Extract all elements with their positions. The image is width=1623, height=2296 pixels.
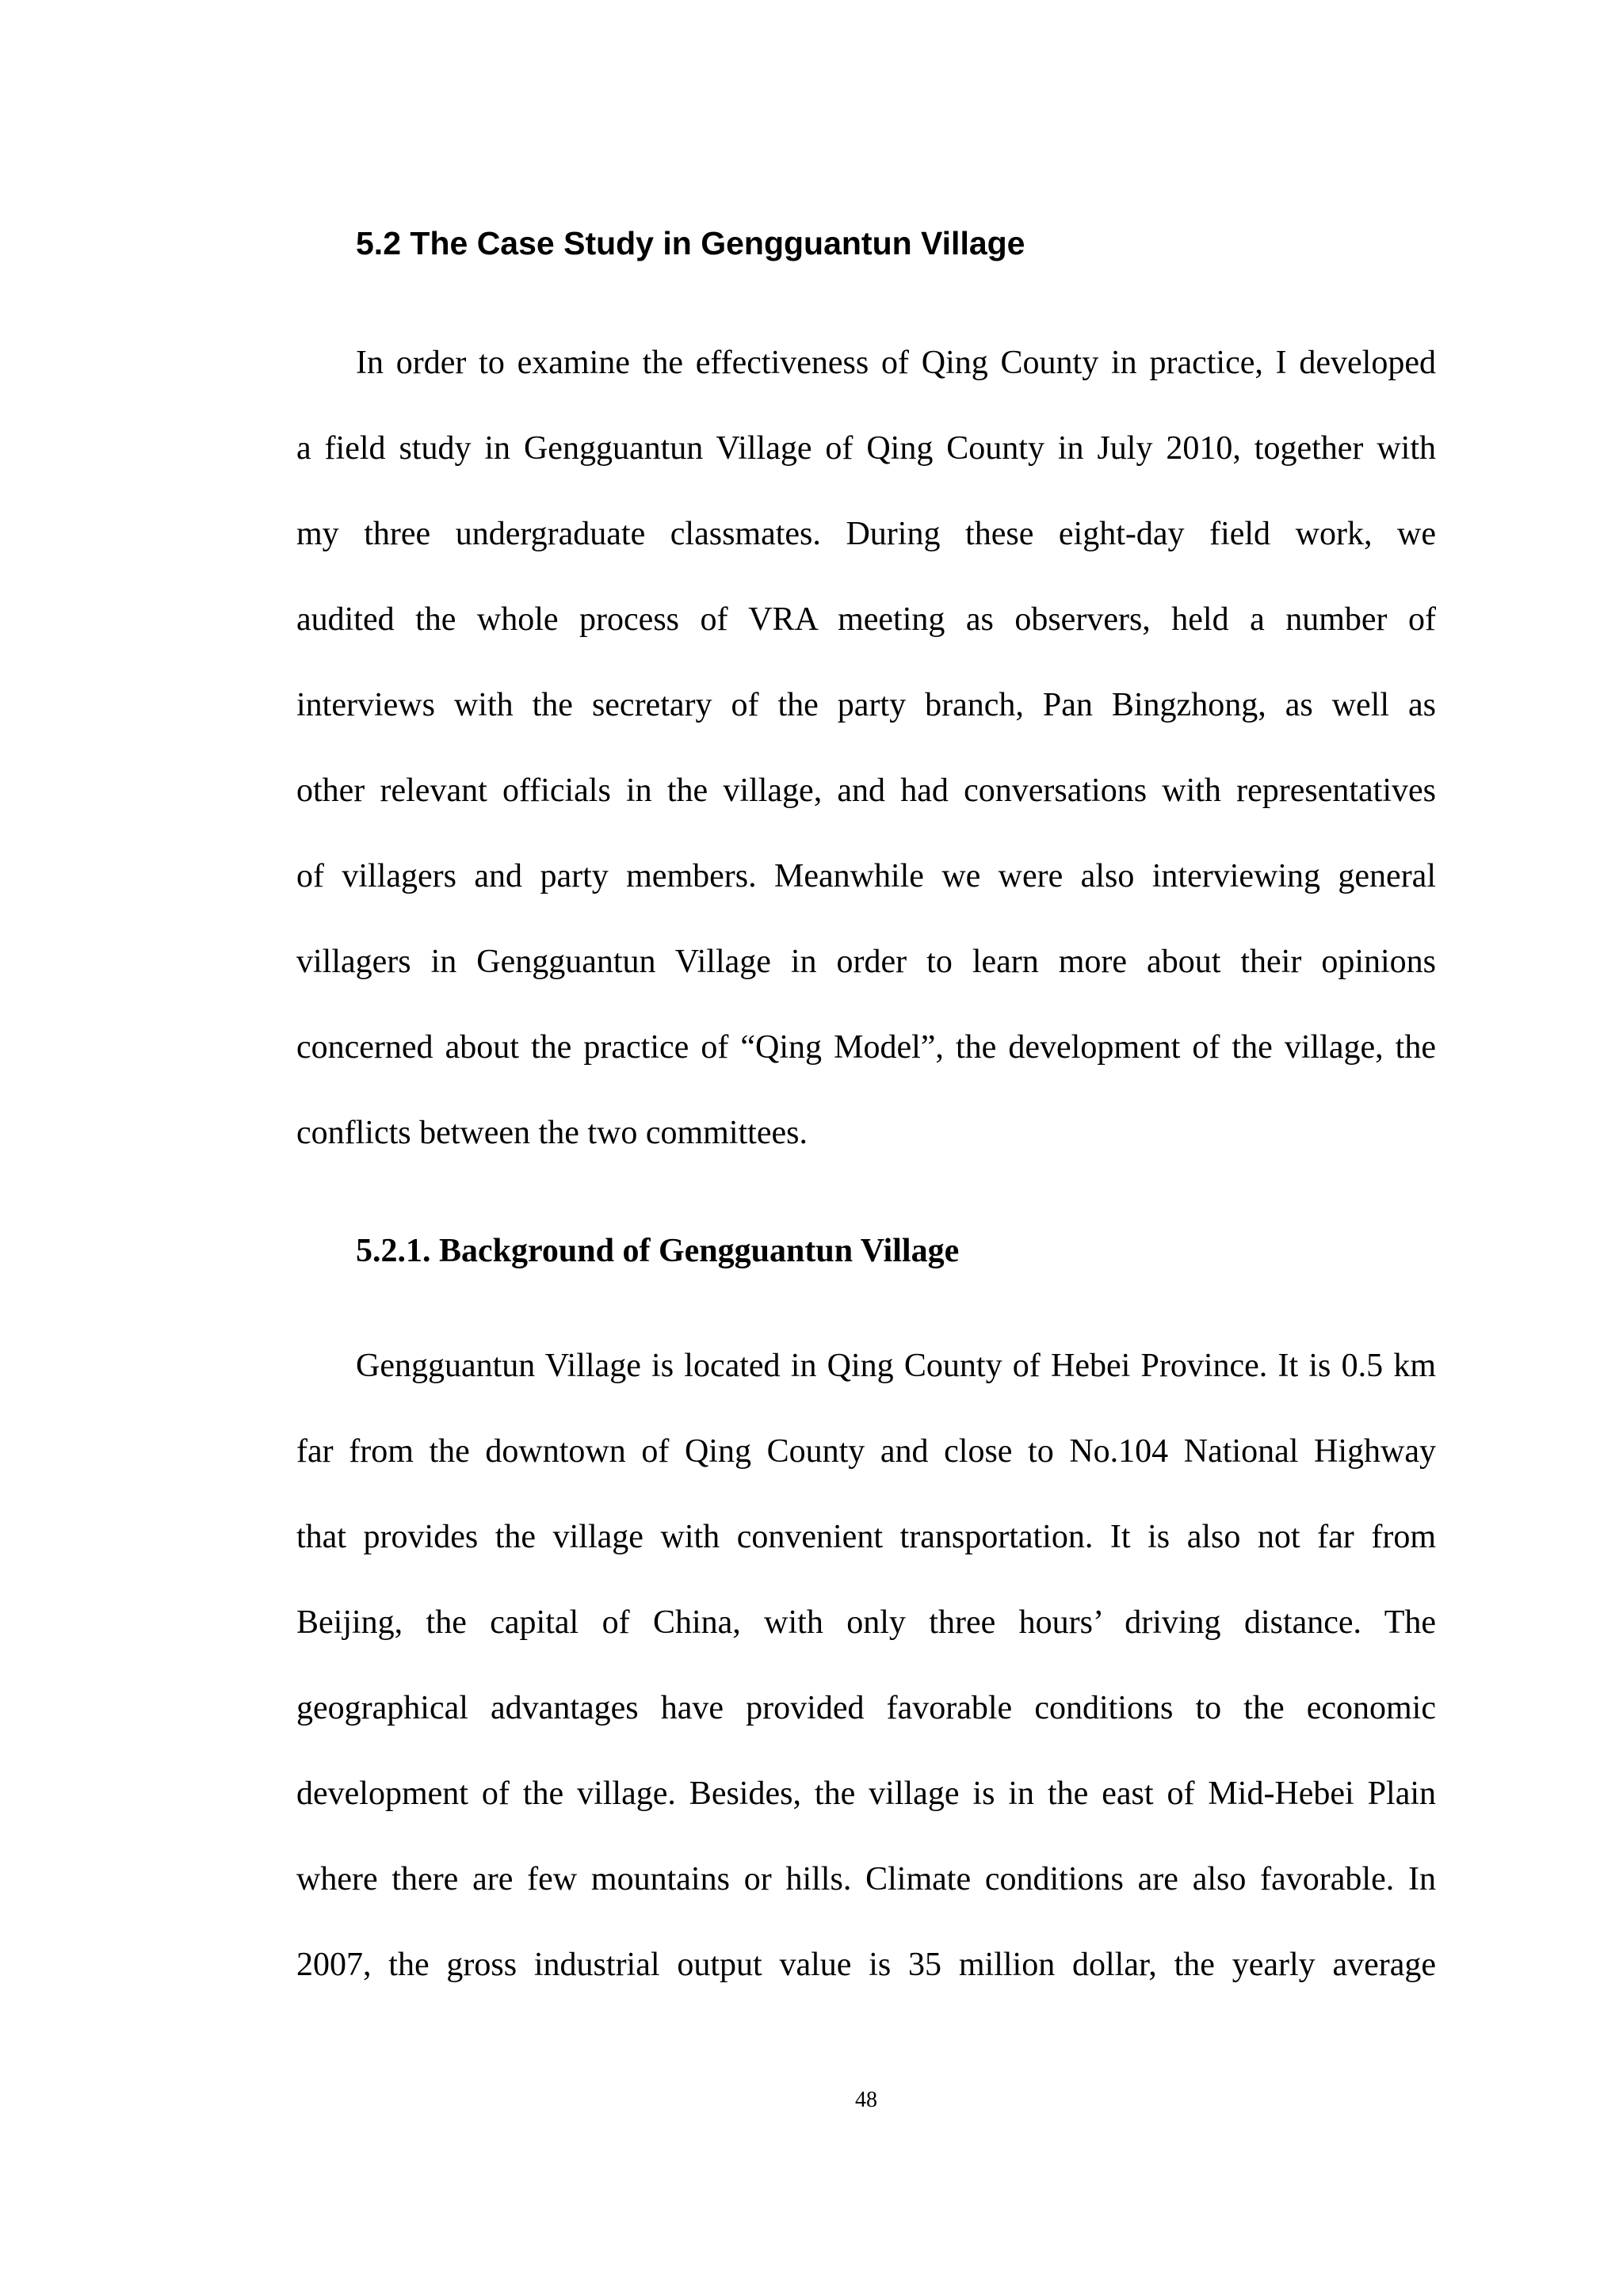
text-line: geographical advantages have provided favorable conditions to the economic <box>296 1690 1436 1726</box>
text-line: other relevant officials in the village, and had conversations with representatives <box>296 772 1436 809</box>
text-line: that provides the village with convenient transportation. It is also not far from <box>296 1519 1436 1555</box>
page-number: 48 <box>855 2088 877 2112</box>
paragraph-intro <box>296 320 1436 1176</box>
section-title: The Case Study in Gengguantun Village <box>410 225 1025 261</box>
text-line: far from the downtown of Qing County and close to No.104 National Highway <box>296 1433 1436 1470</box>
text-line: development of the village. Besides, the village is in the east of Mid-Hebei Plain <box>296 1775 1436 1812</box>
section-heading <box>356 219 1025 267</box>
text-line: where there are few mountains or hills. Climate conditions are also favorable. In <box>296 1861 1436 1897</box>
text-line: In order to examine the effectiveness of Qing County in practice, I developed <box>356 345 1436 381</box>
paragraph-background <box>296 1323 1436 2008</box>
text-line: villagers in Gengguantun Village in order to learn more about their opinions <box>296 944 1436 980</box>
section-number: 5.2 <box>356 225 401 261</box>
text-line: concerned about the practice of “Qing Model”, the development of the village, the <box>296 1029 1436 1066</box>
text-line: of villagers and party members. Meanwhile we were also interviewing general <box>296 858 1436 894</box>
subsection-heading <box>356 1208 959 1294</box>
text-line: a field study in Gengguantun Village of Qing County in July 2010, together with <box>296 430 1436 467</box>
text-line: Gengguantun Village is located in Qing County of Hebei Province. It is 0.5 km <box>356 1348 1436 1384</box>
subsection-title: Background of Gengguantun Village <box>439 1233 960 1269</box>
text-line: audited the whole process of VRA meeting as observers, held a number of <box>296 601 1436 638</box>
text-line: conflicts between the two committees. <box>296 1115 808 1151</box>
text-line: Beijing, the capital of China, with only three hours’ driving distance. The <box>296 1604 1436 1641</box>
subsection-number: 5.2.1. <box>356 1233 431 1269</box>
text-line: interviews with the secretary of the party branch, Pan Bingzhong, as well as <box>296 687 1436 723</box>
text-line: 2007, the gross industrial output value is 35 million dollar, the yearly average <box>296 1947 1436 1983</box>
text-line: my three undergraduate classmates. During these eight-day field work, we <box>296 516 1436 552</box>
